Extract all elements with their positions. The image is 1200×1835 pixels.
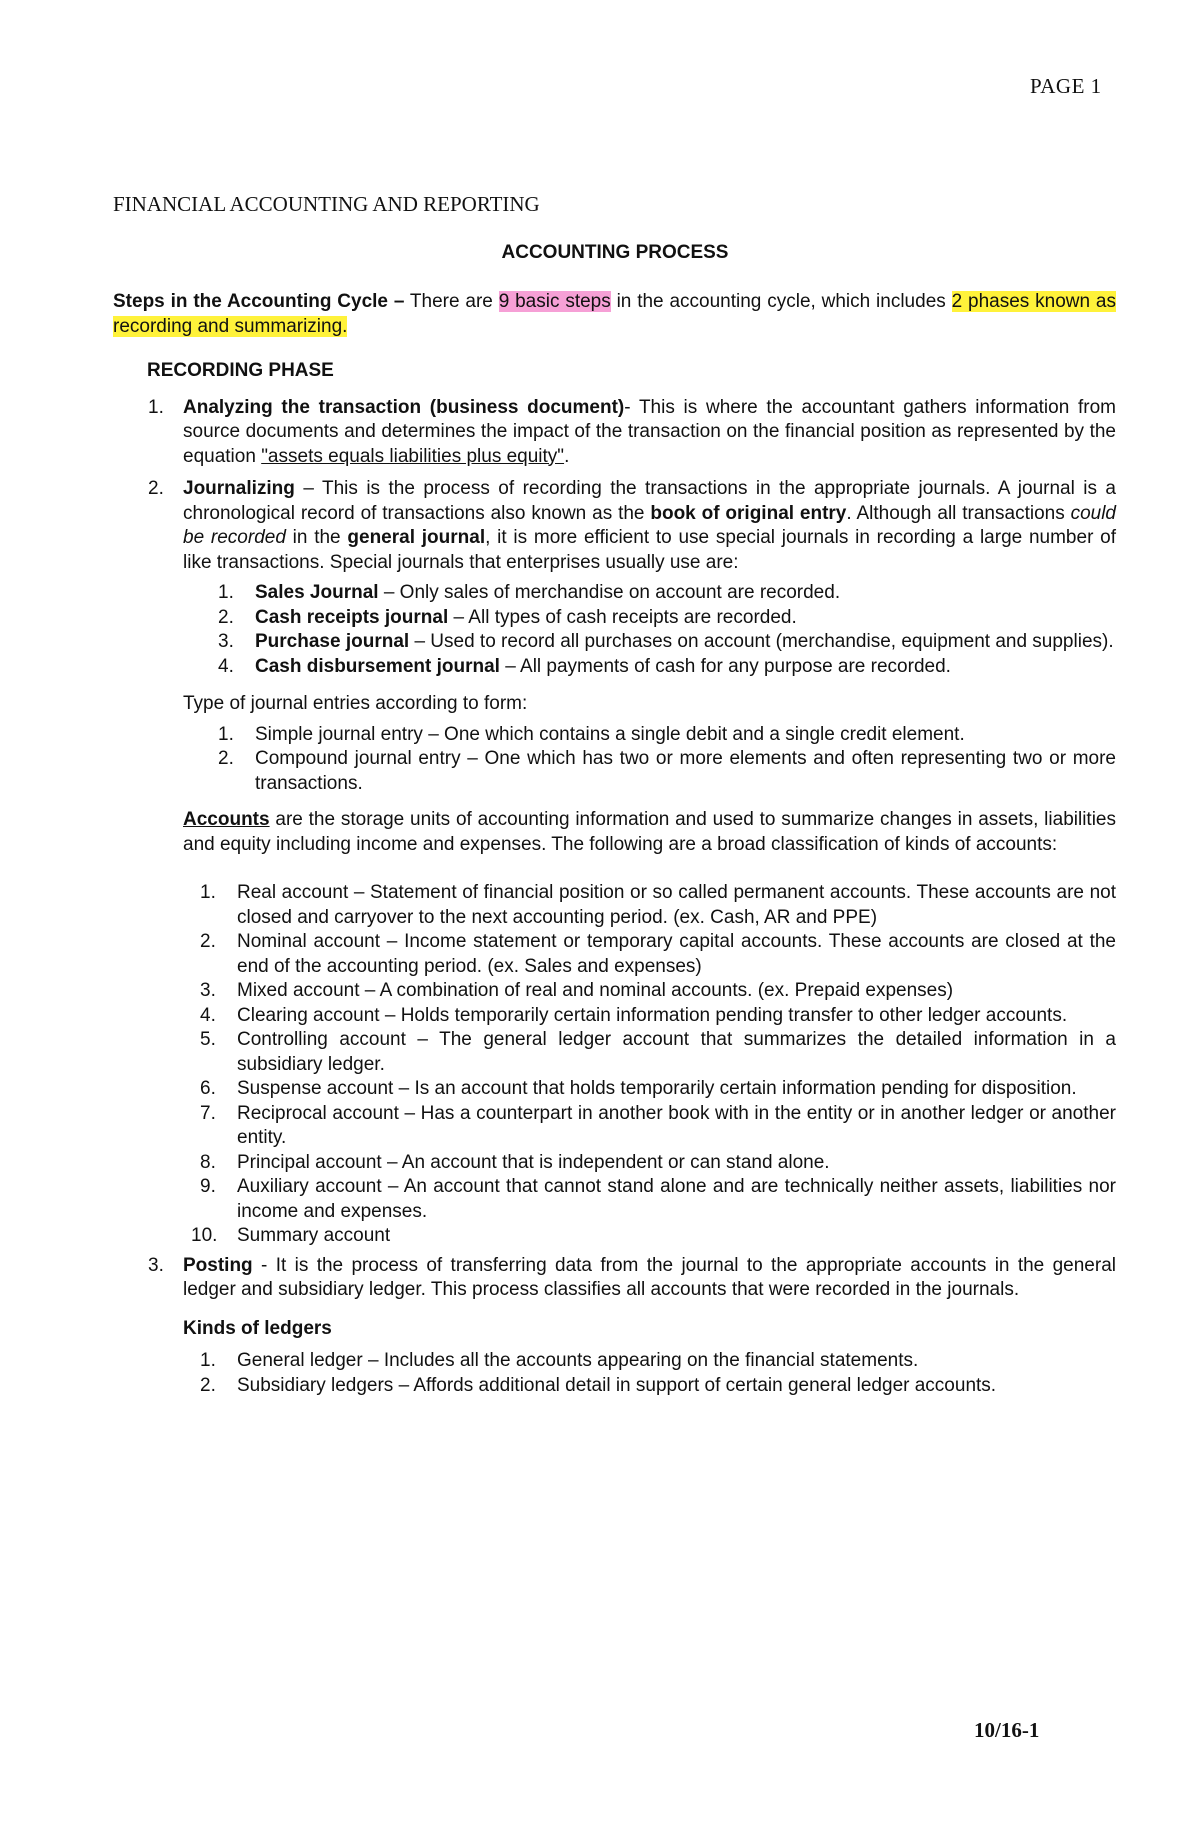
intro-paragraph [113,290,1116,339]
journal-desc: – All payments of cash for any purpose are recorded. [499,655,951,677]
item-text: Controlling account – The general ledger account that summarizes the detailed information in a subsidiary ledger. [237,1029,1116,1075]
journal-desc: – Only sales of merchandise on account are recorded. [378,582,841,603]
item-text: Auxiliary account – An account that cannot stand alone and are technically neither assets, liabilities nor income and expenses. [237,1176,1116,1222]
list-item [113,655,1116,680]
accounts-term: Accounts [183,809,270,830]
list-item [113,1374,1116,1399]
item-text: Subsidiary ledgers – Affords additional detail in support of certain general ledger accounts. [237,1374,997,1396]
item-number: 10. [191,1225,218,1246]
page-footer-code: 10/16-1 [974,1718,1040,1742]
list-item [113,606,1116,631]
journal-name: Cash disbursement journal [255,655,500,677]
item-text: Clearing account – Holds temporarily certain information pending transfer to other ledger accounts. [237,1004,1068,1026]
list-item [113,630,1116,655]
general-journal: general journal [347,527,486,548]
journal-desc: – Used to record all purchases on account (merchandise, equipment and supplies). [409,631,1114,652]
accounting-equation: "assets equals liabilities plus equity" [261,445,565,467]
item-number: 3. [200,980,216,1001]
ledgers-list [113,1349,1116,1398]
item-number: 1. [200,1350,216,1371]
journal-name: Cash receipts journal [255,606,449,628]
document-body [113,290,1116,1398]
account-kinds-list [113,881,1116,1249]
step-title: Journalizing [183,478,295,499]
step-end: . [564,445,570,467]
item-number: 2. [200,1374,216,1396]
list-item [113,1028,1116,1077]
intro-text-1: There are [404,291,499,312]
intro-text-2: in the accounting cycle, which includes [610,291,952,312]
item-number: 8. [200,1151,216,1173]
page-number: PAGE 1 [1030,74,1102,98]
highlight-basic-steps: 9 basic steps [498,291,611,312]
list-item [113,979,1116,1004]
list-item [113,581,1116,606]
item-text: Principal account – An account that is independent or can stand alone. [237,1151,830,1173]
step-number: 2. [148,478,164,499]
step-text: - This is where the accountant gathers information from source documents and determines the impact of the transaction on the financial position as represented by the equation [183,396,1116,467]
step-journalizing [113,477,1116,575]
item-number: 4. [200,1004,216,1026]
item-text: Suspense account – Is an account that holds temporarily certain information pending for disposition. [237,1078,1077,1099]
item-number: 2. [218,748,234,769]
accounts-text: are the storage units of accounting information and used to summarize changes in assets, liabilities and equity including income and expenses. The following are a broad classification of kinds of accounts: [183,809,1116,855]
special-journals-list [113,581,1116,679]
journal-desc: – All types of cash receipts are recorded. [448,606,797,628]
list-item [113,930,1116,979]
step-text: – This is the process of recording the transactions in the appropriate journals. A journal is a chronological record of transactions also known as the [183,478,1116,524]
item-number: 5. [200,1029,216,1050]
accounts-paragraph [113,808,1116,857]
list-item [113,1224,1116,1249]
could-be-recorded: could be recorded [183,502,1116,548]
step-posting [113,1254,1116,1303]
item-number: 6. [200,1078,216,1099]
intro-lead: Steps in the Accounting Cycle – [113,291,405,312]
step-text: - It is the process of transferring data from the journal to the appropriate accounts in the general ledger and subsidiary ledger. This process classifies all accounts that were recorded in the journals. [183,1254,1116,1300]
list-item [113,1349,1116,1374]
item-text: Summary account [237,1225,391,1246]
list-item [113,1151,1116,1176]
list-item [113,723,1116,748]
item-number: 7. [200,1102,216,1124]
document-title: ACCOUNTING PROCESS [501,242,729,263]
item-number: 2. [218,606,234,628]
list-item [113,1004,1116,1029]
item-text: Nominal account – Income statement or temporary capital accounts. These accounts are closed at the end of the accounting period. (ex. Sales and expenses) [237,931,1116,977]
step-title: Posting [183,1254,253,1276]
step-text: . Although all transactions [846,502,1071,524]
item-number: 2. [200,931,216,952]
item-text: Reciprocal account – Has a counterpart in another book with in the entity or in another ledger or another entity. [237,1102,1116,1148]
entry-types-list [113,723,1116,797]
step-text: in the [285,527,348,548]
ledgers-heading: Kinds of ledgers [183,1317,332,1339]
step-title: Analyzing the transaction (business document) [183,396,625,418]
step-analyzing [113,396,1116,470]
course-title: FINANCIAL ACCOUNTING AND REPORTING [113,192,540,216]
item-number: 4. [218,655,234,677]
step-text: , it is more efficient to use special journals in recording a large number of like transactions. Special journals that enterprises usually use are: [183,527,1117,573]
recording-phase-heading: RECORDING PHASE [147,360,334,381]
item-text: Real account – Statement of financial position or so called permanent accounts. These accounts are not closed and carryover to the next accounting period. (ex. Cash, AR and PPE) [237,882,1116,928]
entry-types-heading: Type of journal entries according to form: [183,693,528,714]
item-text: Compound journal entry – One which has two or more elements and often representing two or more transactions. [255,748,1116,794]
item-text: Mixed account – A combination of real and nominal accounts. (ex. Prepaid expenses) [237,980,954,1001]
item-number: 1. [200,882,216,903]
step-number: 1. [148,396,164,418]
list-item [113,747,1116,796]
step-number: 3. [148,1254,164,1276]
item-text: Simple journal entry – One which contains a single debit and a single credit element. [255,723,965,745]
list-item [113,881,1116,930]
list-item [113,1102,1116,1151]
list-item [113,1175,1116,1224]
book-of-original-entry: book of original entry [650,502,847,524]
item-number: 1. [218,582,234,603]
item-number: 3. [218,631,234,652]
item-number: 1. [218,723,234,745]
item-number: 9. [200,1176,216,1197]
journal-name: Purchase journal [255,631,410,652]
journal-name: Sales Journal [255,582,379,603]
item-text: General ledger – Includes all the accounts appearing on the financial statements. [237,1350,919,1371]
list-item [113,1077,1116,1102]
highlight-phases: 2 phases known as recording and summarizing. [113,291,1116,337]
